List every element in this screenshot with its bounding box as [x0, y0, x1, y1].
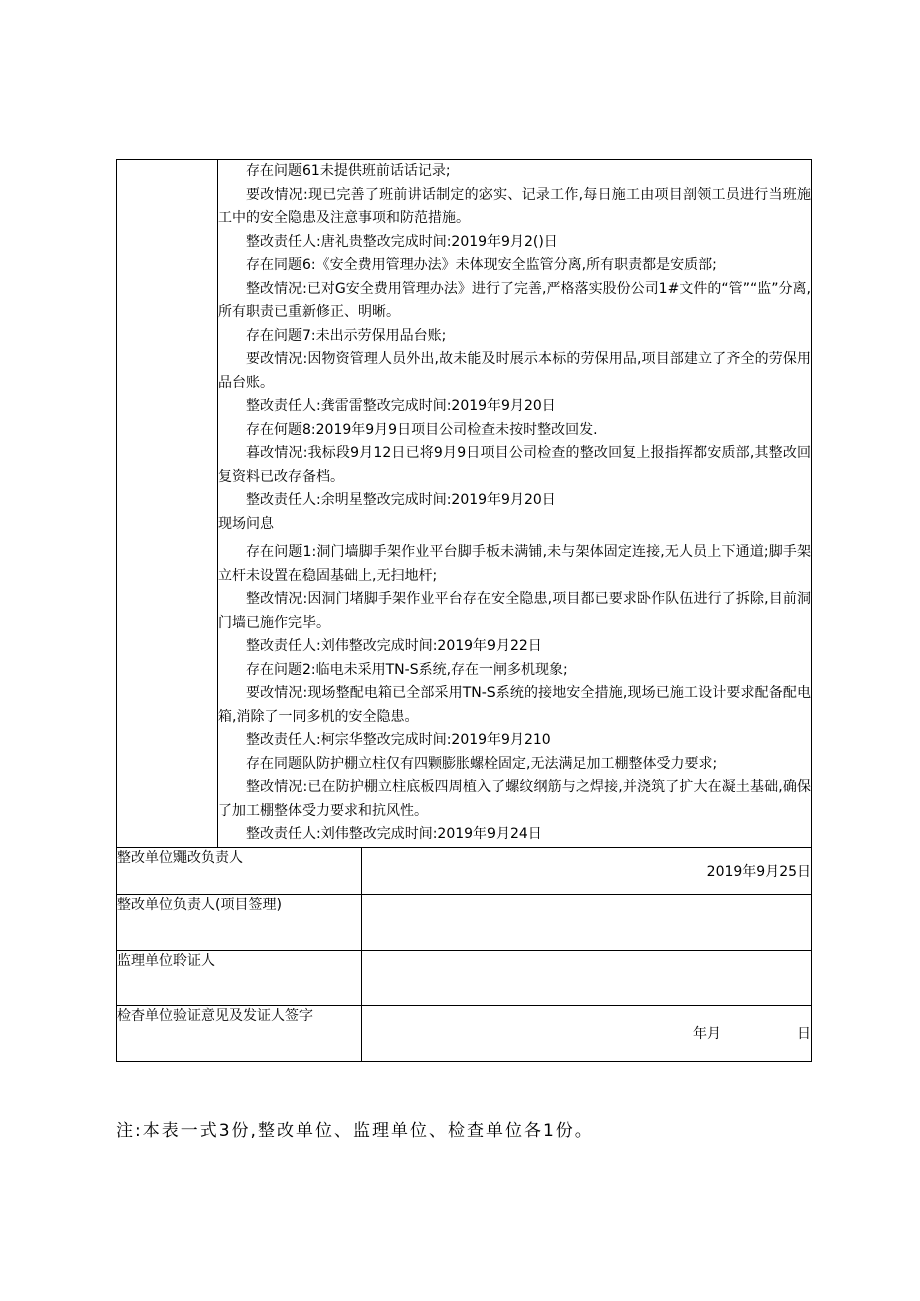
field-paragraph: 要改情况:现场整配电箱已全部采用TN-S系统的接地安全措施,现场已施工设计要求配备配电箱,消除了一同多机的安全隐患。 [218, 685, 812, 725]
content-paragraph: 整改责任人:龚雷雷整改完成时间:2019年9月20日 [246, 398, 556, 414]
signature-label: 整改单位负责人(项目签理) [117, 894, 362, 950]
signature-label: 检杳单位验证意见及发证人签字 [117, 1005, 362, 1061]
field-paragraph: 存在问题1:洞门墙脚手架作业平台脚手板未满铺,未与架体固定连接,无人员上下通道;脚手架立杆未设置在稳固基础上,无扫地杆; [218, 544, 812, 584]
signature-label: 监理单位聆证人 [117, 950, 362, 1005]
content-paragraph: 整改情况:已对G安全费用管理办法》进行了完善,严格落实股份公司1#文件的“管”“监”分离,所有职责已重新修正、明晰。 [218, 280, 812, 320]
content-paragraph: 要改情况:因物资管理人员外出,故未能及时展示本标的劳保用品,项目部建立了齐全的劳保用品台账。 [218, 351, 812, 391]
content-paragraph: 整改责任人:余明星整改完成时间:2019年9月20日 [246, 492, 556, 508]
signature-row [117, 950, 812, 1005]
field-paragraph: 存在同题队防护棚立柱仅有四颗膨胀螺栓固定,无法满足加工棚整体受力要求; [246, 755, 718, 772]
content-cell [218, 160, 812, 848]
field-paragraph: 整改情况:已在防护棚立柱底板四周植入了螺纹纲筋与之焊接,并浇筑了扩大在凝土基础,确保了加工棚整体受力要求和抗风性。 [218, 779, 812, 819]
field-paragraph: 整改责任人:刘伟整改完成时间:2019年9月24日 [246, 826, 542, 842]
field-paragraph: 整改责任人:柯宗华整改完成时间:2019年9月210 [246, 732, 551, 748]
content-paragraph: 存在问题61未提供班前话话记录; [246, 163, 451, 179]
signature-row [117, 847, 812, 894]
content-paragraph: 存在问题7:未出示劳保用品台账; [246, 327, 447, 344]
signature-value [362, 894, 812, 950]
content-paragraph: 要改情况:现已完善了班前讲话制定的宓实、记录工作,每日施工由项目剖领工员进行当班施工中的安全隐患及注意事项和防范措施。 [218, 186, 812, 226]
content-row [117, 160, 812, 848]
content-paragraph: 存在同题6:《安全费用管理办法》未体现安全监管分离,所有职责都是安质部; [246, 257, 717, 273]
field-paragraph: 存在问题2:临电未采用TN-S系统,存在一闸多机现象; [246, 661, 568, 678]
section-heading: 现场问息 [218, 515, 274, 532]
content-paragraph: 整改责任人:唐礼贵整改完成时间:2019年9月2()日 [246, 233, 558, 250]
signature-date: 2019年9月25日 [362, 847, 812, 894]
signature-value [362, 950, 812, 1005]
signature-row [117, 1005, 812, 1061]
date-day: 日 [797, 1026, 812, 1042]
field-paragraph: 整改责任人:刘伟整改完成时间:2019年9月22日 [246, 638, 542, 654]
rectification-table [116, 159, 812, 1062]
left-blank-cell [117, 160, 218, 848]
date-year-month: 年月 [693, 1026, 722, 1042]
footer-note: 注:本表一式3份,整改单位、监理单位、检查单位各1份。 [116, 1121, 594, 1141]
signature-label: 整改单位鼆改负责人 [117, 847, 362, 894]
field-paragraph: 整改情况:因洞门堵脚手架作业平台存在安全隐患,项目都已要求卧作队伍进行了拆除,目前洞门墙已施作完毕。 [218, 591, 812, 631]
content-paragraph: 存在何题8:2019年9月9日项目公司检查未按时整改回发. [246, 421, 598, 438]
signature-row [117, 894, 812, 950]
content-paragraph: 暮改情况:我标段9月12日已将9月9日项目公司检查的整改回复上报指挥都安质部,其整改回复资料已改存备档。 [218, 445, 812, 485]
signature-date [362, 1005, 812, 1061]
